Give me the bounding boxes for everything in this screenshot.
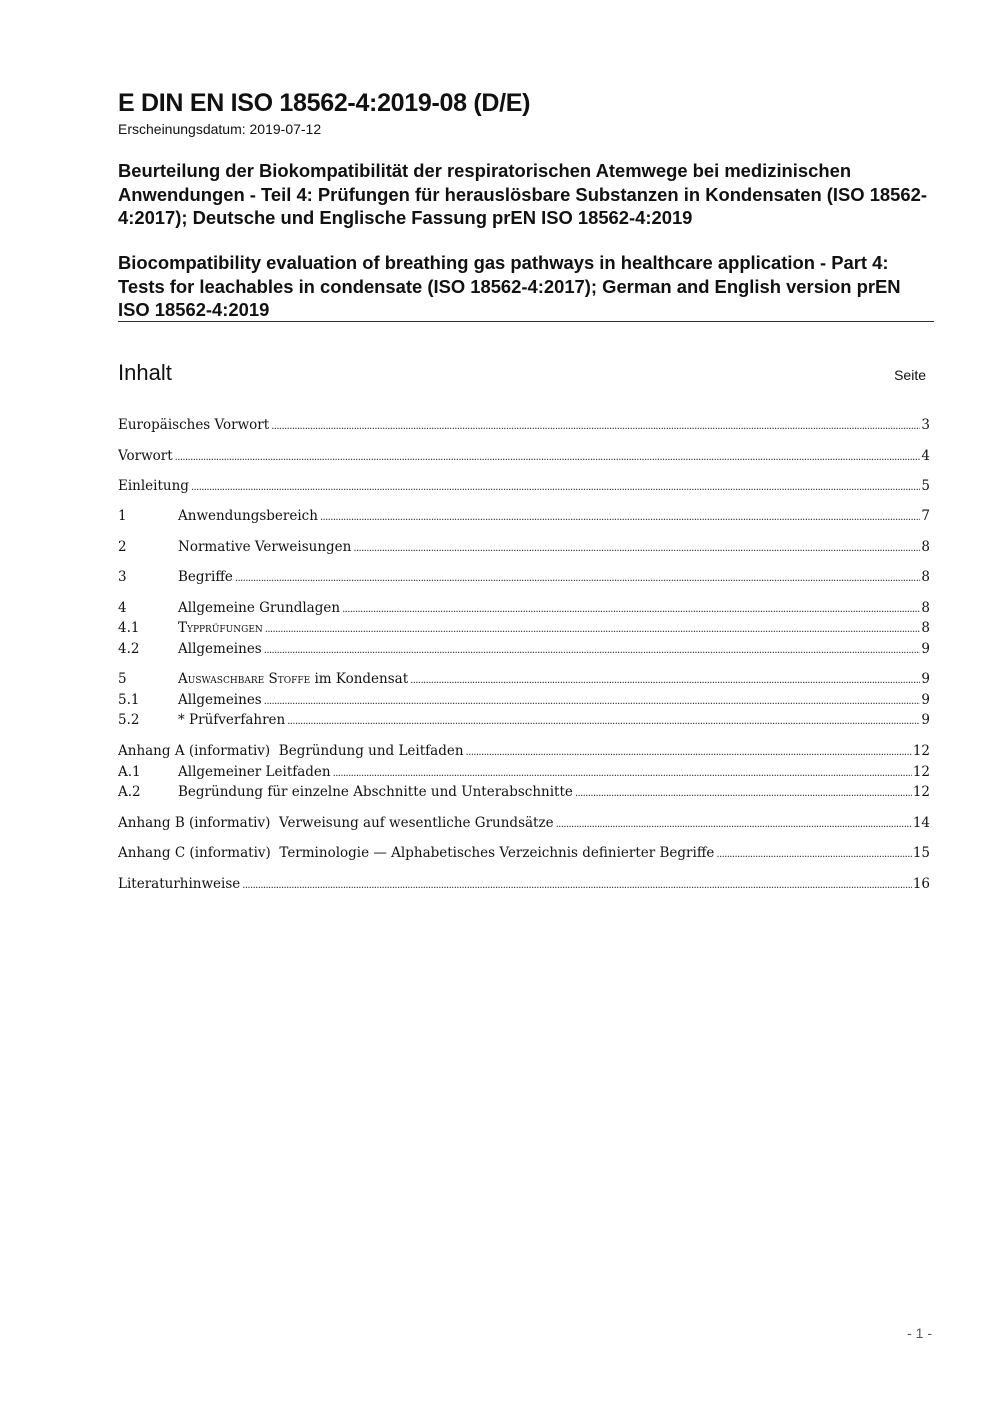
toc-dot-leader [287,716,920,727]
toc-entry-literaturhinweise[interactable] [118,876,930,896]
title-german: Beurteilung der Biokompatibilität der respiratorischen Atemwege bei medizinischen Anwendungen - Teil 4: Prüfungen für herauslösbare Substanzen in Kondensaten (ISO 18562-4:2017); Deutsche und Englische Fassung prEN ISO 18562-4:2019 [118,160,927,228]
toc-dot-leader [333,768,912,779]
toc-dot-leader [264,696,921,707]
toc-entry-4-2[interactable] [118,641,930,661]
toc-entry-5-2[interactable] [118,712,930,732]
toc-dot-leader [716,849,911,860]
toc-entry-page: 3 [921,417,930,433]
toc-dot-leader [556,819,912,830]
toc-dot-leader [265,624,921,635]
toc-entry-page: 9 [921,671,930,687]
toc-entry-page: 4 [921,448,930,464]
toc-heading: Inhalt [118,360,172,385]
toc-entry-title: Begriffe [178,569,233,585]
page-number: - 1 - [907,1325,932,1341]
toc-entry-page: 12 [912,764,930,780]
toc-entry-4[interactable] [118,600,930,620]
toc-entry-page: 14 [912,815,930,831]
title-divider [118,321,934,322]
toc-entry-number: A.2 [118,784,141,800]
toc-entry-a-2[interactable] [118,784,930,804]
toc-entry-number: 4.1 [118,620,140,636]
toc-page-column-label: Seite [894,367,926,383]
toc-entry-page: 8 [921,620,930,636]
toc-entry-page: 9 [921,712,930,728]
toc-entry-title-rest: im Kondensat [310,671,409,687]
toc-entry-3[interactable] [118,569,930,589]
toc-dot-leader [235,573,921,584]
toc-entry-title: Normative Verweisungen [178,539,352,555]
toc-entry-page: 5 [921,478,930,494]
toc-entry-title: Allgemeiner Leitfaden [178,764,331,780]
toc-entry-title: Vorwort [118,448,173,464]
title-english: Biocompatibility evaluation of breathing gas pathways in healthcare application - Part 4: Tests for leachables in condensate (ISO 18562-4:2017); German and English version prEN ISO 18562-4:2019 [118,252,901,320]
publication-date: Erscheinungsdatum: 2019-07-12 [118,121,322,137]
toc-entry-page: 9 [921,692,930,708]
toc-entry-5[interactable] [118,671,930,691]
toc-entry-number: A.1 [118,764,141,780]
toc-entry-anhang-c[interactable] [118,845,930,865]
toc-entry-page: 16 [912,876,930,892]
toc-entry-page: 8 [921,539,930,555]
toc-entry-page: 12 [912,743,930,759]
toc-entry-einleitung[interactable] [118,478,930,498]
toc-entry-1[interactable] [118,508,930,528]
toc-entry-title: Einleitung [118,478,189,494]
toc-entry-title-smallcaps: Auswaschbare Stoffe [178,671,311,687]
toc-dot-leader [175,452,921,463]
toc-entry-title: Literaturhinweise [118,876,241,892]
toc-entry-page: 12 [912,784,930,800]
toc-entry-page: 7 [921,508,930,524]
toc-entry-page: 15 [912,845,930,861]
toc-entry-anhang-a[interactable] [118,743,930,763]
toc-entry-title: Typprüfungen [178,620,263,636]
toc-entry-4-1[interactable] [118,620,930,640]
toc-dot-leader [410,675,920,686]
toc-entry-5-1[interactable] [118,692,930,712]
toc-dot-leader [353,543,920,554]
toc-entry-vorwort[interactable] [118,448,930,468]
toc-entry-title: Anhang C (informativ) Terminologie — Alphabetisches Verzeichnis definierter Begriffe [118,845,715,861]
toc-entry-number: 4.2 [118,641,140,657]
document-id: E DIN EN ISO 18562-4:2019-08 (D/E) [118,89,531,117]
toc-entry-a-1[interactable] [118,764,930,784]
toc-entry-title [178,671,410,687]
toc-entry-number: 5 [118,671,127,687]
toc-entry-title: Anhang A (informativ) Begründung und Leitfaden [118,743,464,759]
toc-entry-page: 8 [921,569,930,585]
toc-dot-leader [271,421,920,432]
toc-dot-leader [320,512,920,523]
toc-entry-title: Anhang B (informativ) Verweisung auf wesentliche Grundsätze [118,815,554,831]
toc-entry-title: Europäisches Vorwort [118,417,270,433]
toc-entry-2[interactable] [118,539,930,559]
toc-dot-leader [191,482,920,493]
toc-entry-title: Allgemeines [178,692,262,708]
toc-dot-leader [242,880,912,891]
toc-entry-number: 1 [118,508,127,524]
toc-entry-number: 3 [118,569,127,585]
toc-dot-leader [575,788,912,799]
toc-entry-title: * Prüfverfahren [178,712,286,728]
toc-dot-leader [466,747,912,758]
toc-entry-number: 5.2 [118,712,140,728]
toc-entry-number: 2 [118,539,127,555]
toc-dot-leader [264,645,921,656]
toc-entry-anhang-b[interactable] [118,815,930,835]
toc-entry-page: 9 [921,641,930,657]
toc-entry-title: Allgemeine Grundlagen [178,600,341,616]
toc-entry-number: 4 [118,600,127,616]
toc-entry-title: Allgemeines [178,641,262,657]
toc-entry-europaeisches-vorwort[interactable] [118,417,930,437]
toc-entry-page: 8 [921,600,930,616]
toc-entry-number: 5.1 [118,692,140,708]
toc-dot-leader [342,604,920,615]
toc-entry-title: Begründung für einzelne Abschnitte und Unterabschnitte [178,784,573,800]
toc-entry-title: Anwendungsbereich [178,508,318,524]
